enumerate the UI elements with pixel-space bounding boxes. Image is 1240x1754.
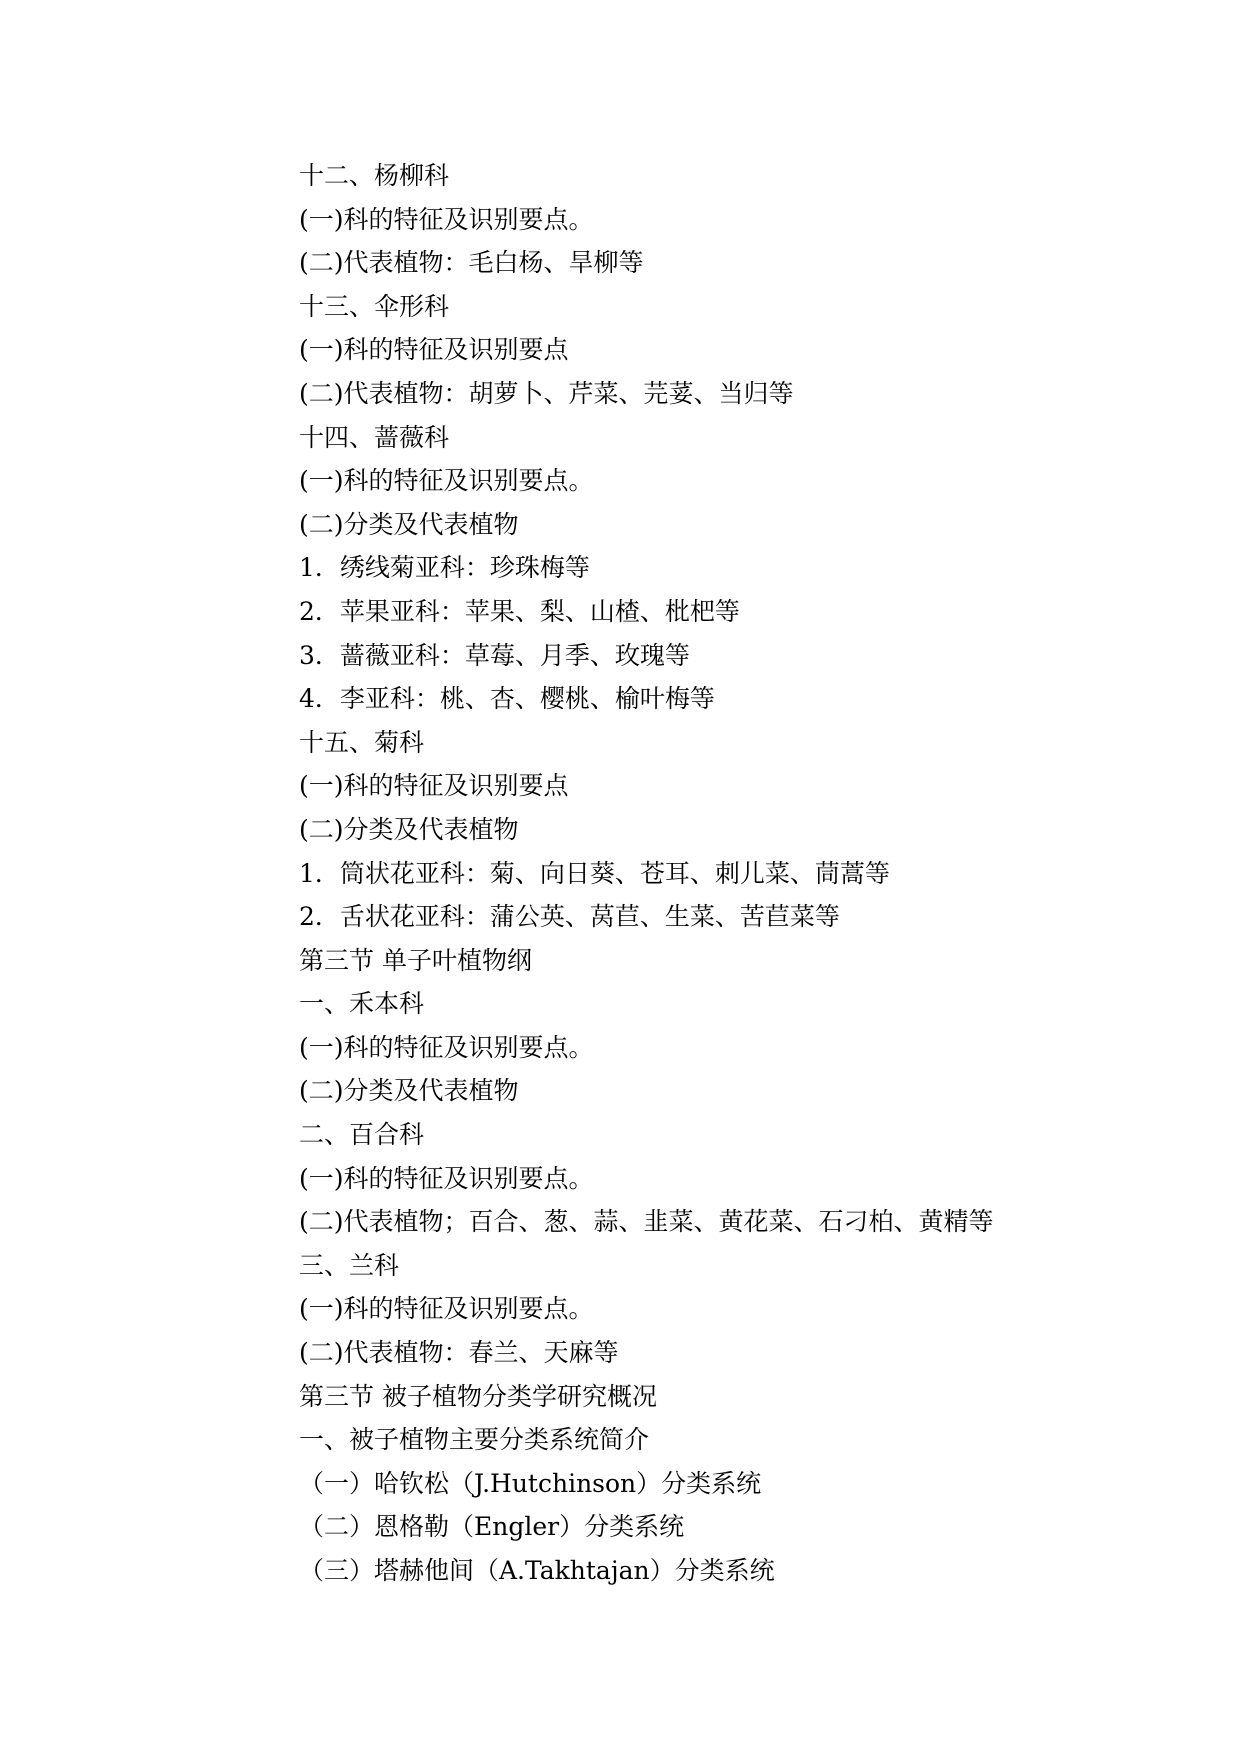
subheading-representatives: (二)代表植物；百合、葱、蒜、韭菜、黄花菜、石刁柏、黄精等: [299, 1207, 994, 1237]
subheading-features: (一)科的特征及识别要点。: [299, 466, 594, 496]
section-heading-salicaceae: 十二、杨柳科: [299, 161, 450, 190]
list-item: 1．绣线菊亚科：珍珠梅等: [299, 553, 590, 583]
subheading-engler-system: （二）恩格勒（Engler）分类系统: [299, 1512, 685, 1542]
list-item: 4．李亚科：桃、杏、樱桃、榆叶梅等: [299, 684, 715, 714]
subheading-features: (一)科的特征及识别要点。: [299, 1163, 594, 1193]
section-heading-liliaceae: 二、百合科: [299, 1120, 425, 1150]
subheading-takhtajan-system: （三）塔赫他间（A.Takhtajan）分类系统: [299, 1556, 775, 1585]
section-heading-orchidaceae: 三、兰科: [299, 1250, 400, 1280]
list-item: 3．蔷薇亚科：草莓、月季、玫瑰等: [299, 640, 690, 670]
subheading-features: (一)科的特征及识别要点: [299, 335, 569, 365]
section-heading-rosaceae: 十四、蔷薇科: [299, 422, 450, 452]
subheading-classification: (二)分类及代表植物: [299, 814, 519, 844]
list-item: 2．舌状花亚科：蒲公英、莴苣、生菜、苦苣菜等: [299, 902, 840, 932]
chapter-section-heading: 第三节 被子植物分类学研究概况: [299, 1381, 657, 1411]
subheading-representatives: (二)代表植物：毛白杨、旱柳等: [299, 248, 644, 278]
section-heading-classification-systems: 一、被子植物主要分类系统简介: [299, 1425, 650, 1455]
subheading-features: (一)科的特征及识别要点: [299, 771, 569, 801]
document-body: [299, 154, 1199, 1593]
subheading-classification: (二)分类及代表植物: [299, 1076, 519, 1106]
subheading-features: (一)科的特征及识别要点。: [299, 1032, 594, 1062]
section-heading-poaceae: 一、禾本科: [299, 989, 425, 1019]
subheading-features: (一)科的特征及识别要点。: [299, 1294, 594, 1324]
subheading-features: (一)科的特征及识别要点。: [299, 204, 594, 234]
subheading-classification: (二)分类及代表植物: [299, 509, 519, 539]
section-heading-apiaceae: 十三、伞形科: [299, 291, 450, 321]
subheading-representatives: (二)代表植物：胡萝卜、芹菜、芫荽、当归等: [299, 378, 794, 408]
section-heading-asteraceae: 十五、菊科: [299, 727, 425, 757]
chapter-section-heading: 第三节 单子叶植物纲: [299, 945, 532, 975]
subheading-hutchinson-system: （一）哈钦松（J.Hutchinson）分类系统: [299, 1468, 762, 1498]
list-item: 1．筒状花亚科：菊、向日葵、苍耳、刺儿菜、茼蒿等: [299, 858, 890, 888]
list-item: 2．苹果亚科：苹果、梨、山楂、枇杷等: [299, 596, 740, 626]
subheading-representatives: (二)代表植物：春兰、天麻等: [299, 1338, 619, 1368]
